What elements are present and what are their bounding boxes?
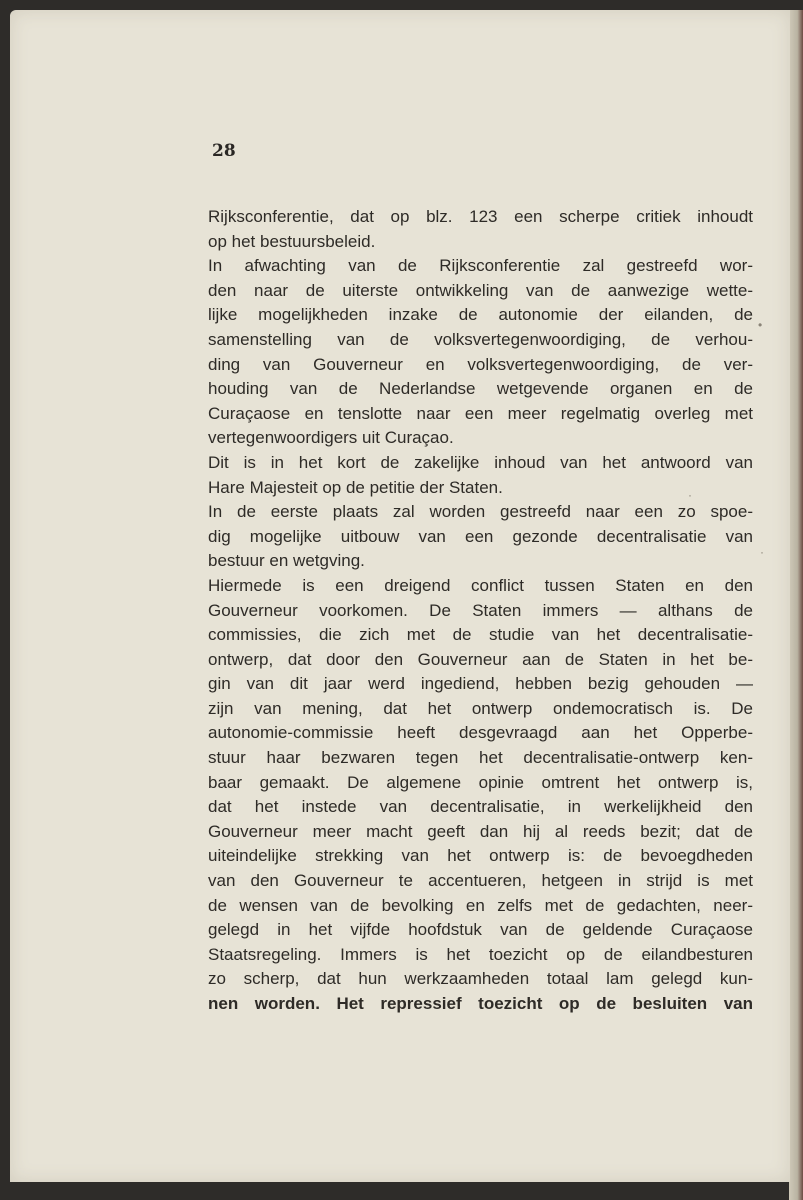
text-line: gin van dit jaar werd ingediend, hebben bezig gehouden — [208, 674, 753, 694]
text-line: In afwachting van de Rijksconferentie zal gestreefd wor- [208, 256, 753, 276]
text-line: Hare Majesteit op de petitie der Staten. [208, 477, 503, 497]
margin-speck: • [758, 318, 763, 332]
text-line: samenstelling van de volksvertegenwoordiging, de verhou- [208, 329, 753, 349]
text-line: stuur haar bezwaren tegen het decentralisatie-ontwerp ken- [208, 748, 753, 768]
body-text [208, 205, 753, 1017]
text-line: In de eerste plaats zal worden gestreefd naar een zo spoe- [208, 502, 753, 522]
text-line: commissies, die zich met de studie van het decentralisatie- [208, 625, 753, 645]
text-line: Gouverneur meer macht geeft dan hij al reeds bezit; dat de [208, 821, 753, 841]
text-line: Rijksconferentie, dat op blz. 123 een scherpe critiek inhoudt [208, 207, 753, 226]
text-line: houding van de Nederlandse wetgevende organen en de [208, 379, 753, 399]
page-number: 28 [212, 141, 236, 161]
text-line: Hiermede is een dreigend conflict tussen Staten en den [208, 575, 753, 595]
text-line: nen worden. Het repressief toezicht op de besluiten van [208, 994, 753, 1013]
text-line: Curaçaose en tenslotte naar een meer regelmatig overleg met [208, 403, 753, 423]
margin-speck: · [760, 545, 764, 559]
text-line: zijn van mening, dat het ontwerp ondemocratisch is. De [208, 698, 753, 718]
text-line: autonomie-commissie heeft desgevraagd aan het Opperbe- [208, 723, 753, 743]
text-line: ding van Gouverneur en volksvertegenwoordiging, de ver- [208, 354, 753, 374]
text-line: vertegenwoordigers uit Curaçao. [208, 428, 454, 448]
text-line: Staatsregeling. Immers is het toezicht op de eilandbesturen [208, 944, 753, 964]
text-line: den naar de uiterste ontwikkeling van de aanwezige wette- [208, 280, 753, 300]
text-line: lijke mogelijkheden inzake de autonomie der eilanden, de [208, 305, 753, 325]
text-line: Dit is in het kort de zakelijke inhoud van het antwoord van [208, 452, 753, 472]
text-line: baar gemaakt. De algemene opinie omtrent het ontwerp is, [208, 772, 753, 792]
text-line: Gouverneur voorkomen. De Staten immers — althans de [208, 600, 753, 620]
text-line: de wensen van de bevolking en zelfs met de gedachten, neer- [208, 895, 753, 915]
text-line: bestuur en wetgving. [208, 551, 365, 571]
text-line: gelegd in het vijfde hoofdstuk van de geldende Curaçaose [208, 920, 753, 940]
text-line: dat het instede van decentralisatie, in werkelijkheid den [208, 797, 753, 817]
text-line: uiteindelijke strekking van het ontwerp is: de bevoegdheden [208, 846, 753, 866]
text-line: ontwerp, dat door den Gouverneur aan de Staten in het be- [208, 649, 753, 669]
text-line: op het bestuursbeleid. [208, 231, 376, 251]
text-line: van den Gouverneur te accentueren, hetgeen in strijd is met [208, 871, 753, 891]
text-line: dig mogelijke uitbouw van een gezonde decentralisatie van [208, 526, 753, 546]
text-line: zo scherp, dat hun werkzaamheden totaal lam gelegd kun- [208, 969, 753, 989]
page-edge-shadow [789, 10, 803, 1200]
margin-speck: · [688, 488, 692, 502]
